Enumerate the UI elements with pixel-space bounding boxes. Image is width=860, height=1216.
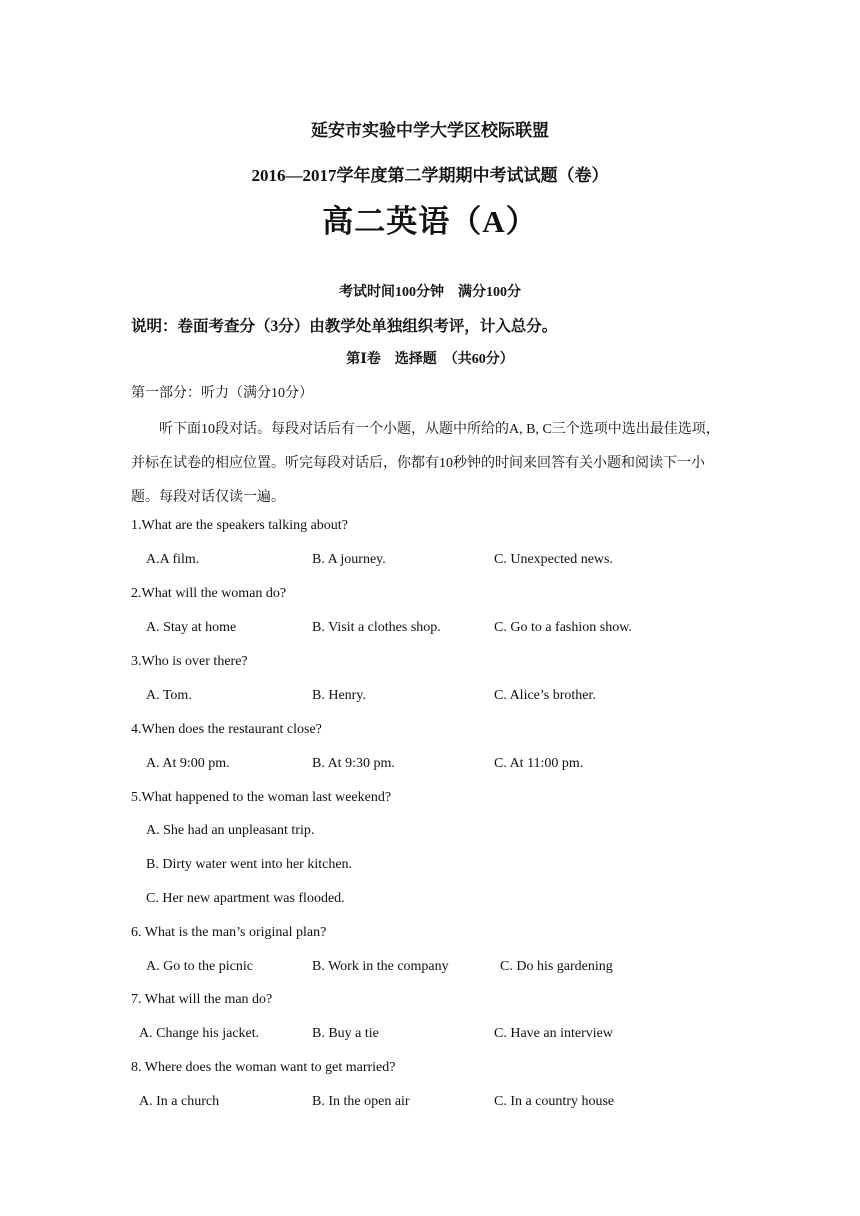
option-c: C. In a country house bbox=[494, 1094, 615, 1109]
option-c: C. Have an interview bbox=[494, 1026, 613, 1041]
option-c: C. At 11:00 pm. bbox=[494, 756, 584, 771]
option-b: B. Visit a clothes shop. bbox=[312, 620, 441, 635]
option-b: B. Dirty water went into her kitchen. bbox=[146, 857, 353, 872]
option-a: A. In a church bbox=[139, 1094, 220, 1109]
question-stem: 1.What are the speakers talking about? bbox=[131, 518, 348, 533]
option-b: B. Buy a tie bbox=[312, 1026, 379, 1041]
option-c: C. Unexpected news. bbox=[494, 552, 613, 567]
question-stem: 4.When does the restaurant close? bbox=[131, 722, 322, 737]
exam-time-score: 考试时间100分钟 满分100分 bbox=[339, 285, 521, 300]
exam-note: 说明：卷面考查分（3分）由教学处单独组织考评，计入总分。 bbox=[131, 318, 558, 335]
section-title: 第Ⅰ卷 选择题 （共60分） bbox=[346, 352, 514, 367]
option-c: C. Do his gardening bbox=[500, 959, 613, 974]
option-c: C. Go to a fashion show. bbox=[494, 620, 632, 635]
question-stem: 3.Who is over there? bbox=[131, 654, 248, 669]
option-a: A. At 9:00 pm. bbox=[146, 756, 230, 771]
option-a: A.A film. bbox=[146, 552, 200, 567]
question-stem: 7. What will the man do? bbox=[131, 992, 273, 1007]
listening-instructions bbox=[131, 413, 731, 515]
option-c: C. Alice’s brother. bbox=[494, 688, 596, 703]
question-stem: 2.What will the woman do? bbox=[131, 586, 287, 601]
option-b: B. At 9:30 pm. bbox=[312, 756, 395, 771]
option-c: C. Her new apartment was flooded. bbox=[146, 891, 345, 906]
option-b: B. Work in the company bbox=[312, 959, 449, 974]
question-stem: 6. What is the man’s original plan? bbox=[131, 925, 327, 940]
question-stem: 8. Where does the woman want to get married? bbox=[131, 1060, 396, 1075]
school-title: 延安市实验中学大学区校际联盟 bbox=[311, 121, 549, 140]
option-a: A. Tom. bbox=[146, 688, 192, 703]
option-b: B. In the open air bbox=[312, 1094, 410, 1109]
option-a: A. Stay at home bbox=[146, 620, 237, 635]
option-b: B. Henry. bbox=[312, 688, 366, 703]
option-a: A. Go to the picnic bbox=[146, 959, 253, 974]
option-a: A. Change his jacket. bbox=[139, 1026, 260, 1041]
part-title: 第一部分：听力（满分10分） bbox=[131, 386, 313, 401]
term-title: 2016—2017学年度第二学期期中考试试题（卷） bbox=[251, 166, 609, 185]
instructions-text: 听下面10段对话。每段对话后有一个小题，从题中所给的A, B, C三个选项中选出最佳选项，并标在试卷的相应位置。听完每段对话后，你都有10秒钟的时间来回答有关小题和阅读下一小题。每段对话仅读一遍。 bbox=[131, 422, 720, 505]
question-stem: 5.What happened to the woman last weekend? bbox=[131, 790, 392, 805]
subject-title: 高二英语（A） bbox=[322, 204, 538, 239]
option-b: B. A journey. bbox=[312, 552, 386, 567]
option-a: A. She had an unpleasant trip. bbox=[146, 823, 315, 838]
